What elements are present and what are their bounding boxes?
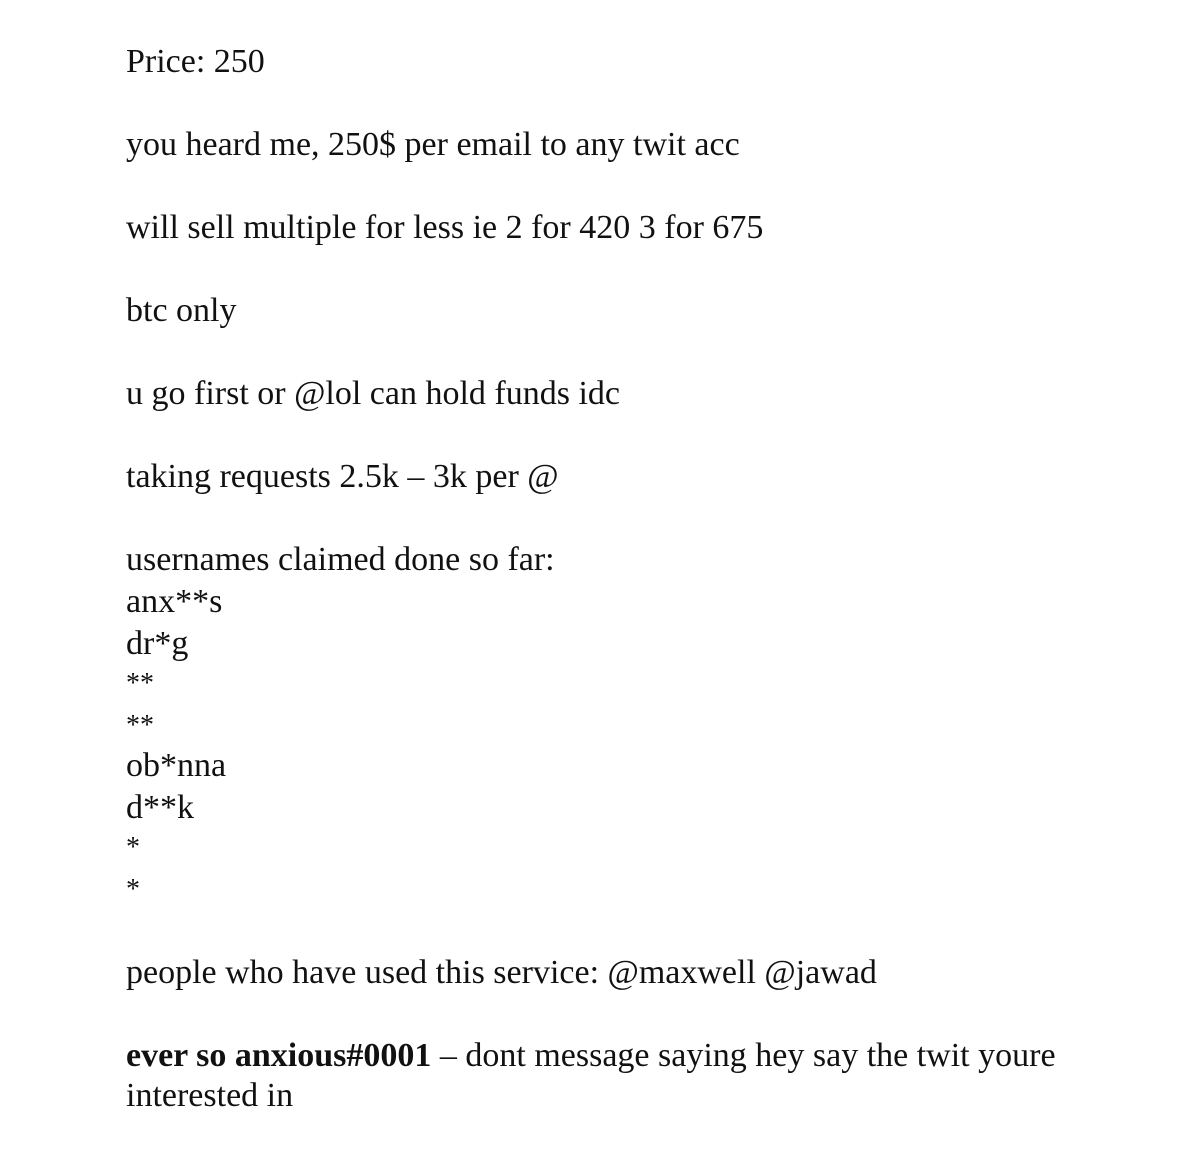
claimed-username: * [126,832,140,863]
claimed-username: ** [126,668,154,699]
payment-line: btc only [126,292,237,329]
claimed-username: anx**s [126,583,223,620]
escrow-line: u go first or @lol can hold funds idc [126,375,621,412]
contact-line [126,1036,1116,1116]
contact-note: – dont message saying hey say the twit youre interested in [126,1037,1056,1114]
requests-line: taking requests 2.5k – 3k per @ [126,458,559,495]
claimed-heading: usernames claimed done so far: [126,541,555,578]
price-line: Price: 250 [126,43,265,80]
claimed-username: dr*g [126,625,189,662]
claimed-username: d**k [126,789,194,826]
references-line: people who have used this service: @maxwell @jawad [126,954,877,991]
claimed-username: ob*nna [126,747,227,784]
claimed-username: * [126,874,140,905]
bulk-pricing-line: will sell multiple for less ie 2 for 420 3 for 675 [126,209,764,246]
claimed-username: ** [126,710,154,741]
offer-line: you heard me, 250$ per email to any twit acc [126,126,740,163]
contact-handle: ever so anxious#0001 [126,1037,432,1074]
